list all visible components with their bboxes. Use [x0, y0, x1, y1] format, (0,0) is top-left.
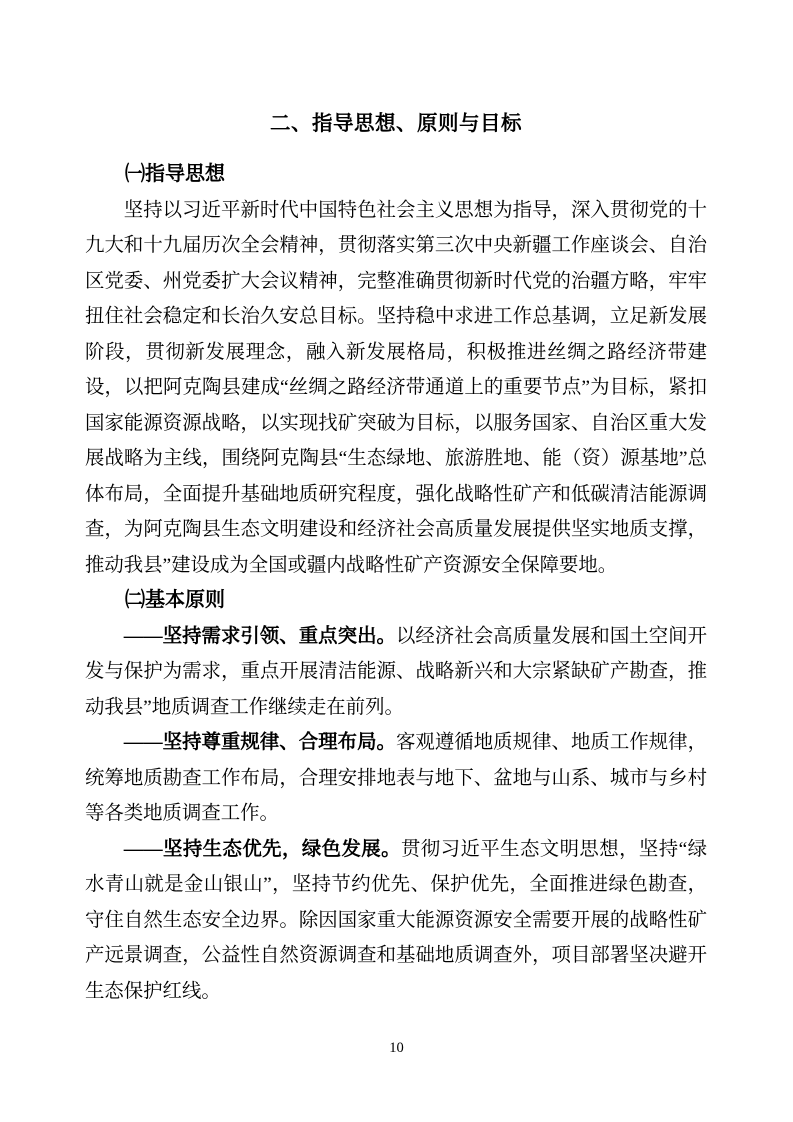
- paragraph-bold-lead: ——坚持需求引领、重点突出。: [123, 625, 396, 647]
- paragraph-bold-lead: ——坚持尊重规律、合理布局。: [123, 732, 396, 753]
- paragraph-bold-lead: ——坚持生态优先，绿色发展。: [123, 838, 401, 860]
- paragraph-text: 贯彻习近平生态文明思想，坚持“绿水青山就是金山银山”，坚持节约优先、保护优先，全面推进绿色勘查，守住自然生态安全边界。除因国家重大能源资源安全需要开展的战略性矿产远景调查，公益性自然资源调查和基础地质调查外，项目部署坚决避开生态保护红线。: [85, 838, 708, 1002]
- document-content: [85, 106, 707, 1009]
- page-title: 二、指导思想、原则与目标: [270, 113, 522, 135]
- page-number: 10: [389, 1040, 404, 1056]
- section-heading-guiding-ideology: ㈠指导思想: [125, 163, 225, 185]
- paragraph-principle-ecology-first: [85, 832, 707, 1010]
- paragraph-principle-demand-led: [85, 619, 707, 726]
- section-heading-basic-principles: ㈡基本原则: [125, 589, 225, 611]
- paragraph-text: 以经济社会高质量发展和国土空间开发与保护为需求，重点开展清洁能源、战略新兴和大宗紧缺矿产勘查，推动我县”地质调查工作继续走在前列。: [85, 625, 708, 718]
- paragraph-text: 坚持以习近平新时代中国特色社会主义思想为指导，深入贯彻党的十九大和十九届历次全会精神，贯彻落实第三次中央新疆工作座谈会、自治区党委、州党委扩大会议精神，完整准确贯彻新时代党的治疆方略，牢牢扭住社会稳定和长治久安总目标。坚持稳中求进工作总基调，立足新发展阶段，贯彻新发展理念，融入新发展格局，积极推进丝绸之路经济带建设，以把阿克陶县建成“丝绸之路经济带通道上的重要节点”为目标，紧扣国家能源资源战略，以实现找矿突破为目标，以服务国家、自治区重大发展战略为主线，围绕阿克陶县“生态绿地、旅游胜地、能（资）源基地”总体布局，全面提升基础地质研究程度，强化战略性矿产和低碳清洁能源调查，为阿克陶县生态文明建设和经济社会高质量发展提供坚实地质支撑，推动我县”建设成为全国或疆内战略性矿产资源安全保障要地。: [85, 199, 707, 576]
- paragraph-text: 客观遵循地质规律、地质工作规律，统筹地质勘查工作布局，合理安排地表与地下、盆地与山系、城市与乡村等各类地质调查工作。: [85, 732, 708, 824]
- paragraph-guiding-ideology: [85, 193, 707, 584]
- paragraph-principle-respect-rules: [85, 725, 707, 832]
